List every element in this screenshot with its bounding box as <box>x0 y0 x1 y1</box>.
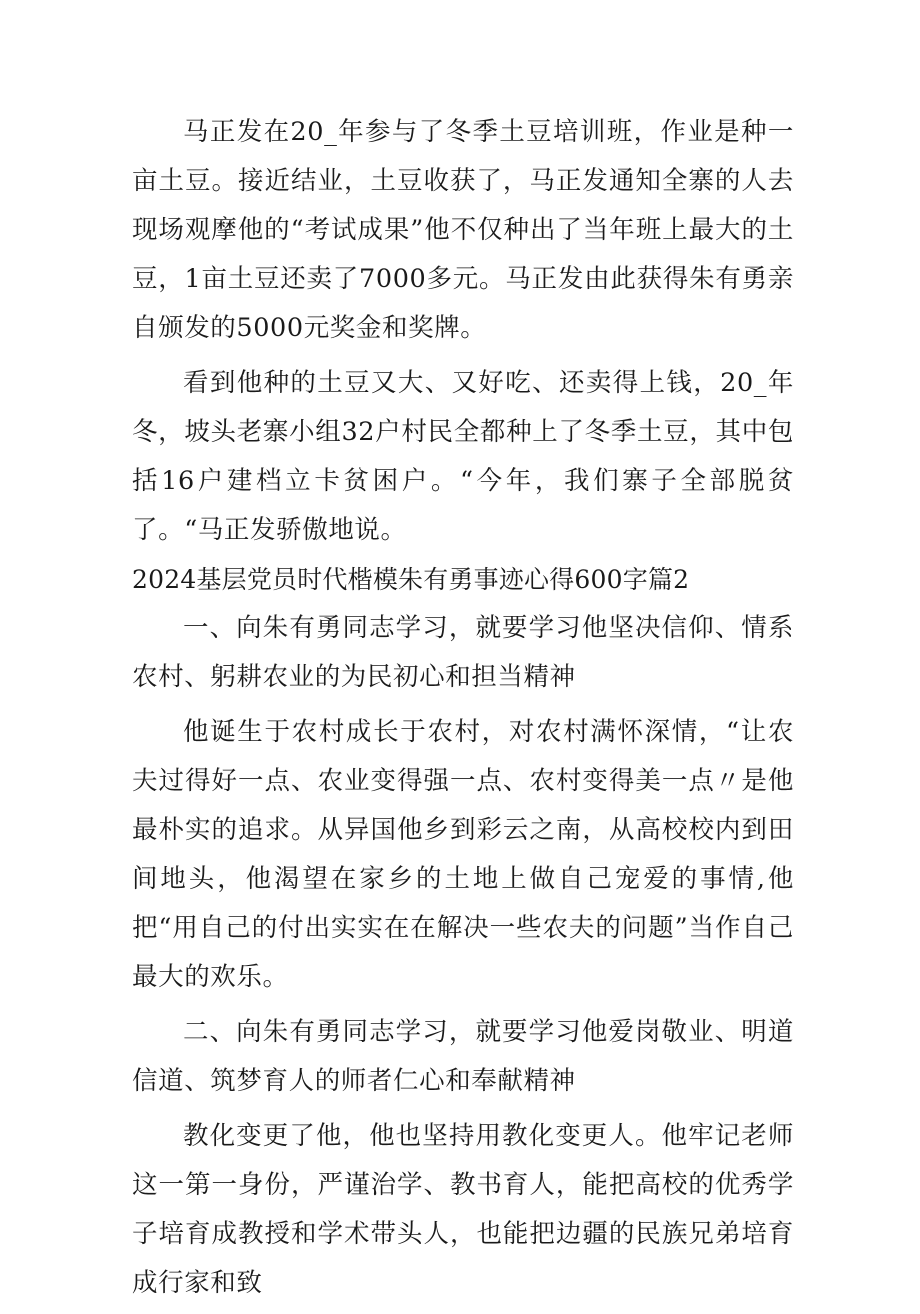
section-2-title: 二、向朱有勇同志学习，就要学习他爱岗敬业、明道信道、筑梦育人的师者仁心和奉献精神 <box>132 1017 794 1096</box>
section-heading: 2024基层党员时代楷模朱有勇事迹心得600字篇2 <box>132 565 690 594</box>
document-body <box>132 108 794 1314</box>
paragraph-potato-training: 马正发在20_年参与了冬季土豆培训班，作业是种一亩土豆。接近结业，土豆收获了，马正发通知全寨的人去现场观摩他的“考试成果”他不仅种出了当年班上最大的土豆，1亩土豆还卖了7000多元。马正发由此获得朱有勇亲自颁发的5000元奖金和奖牌。 <box>132 117 794 343</box>
section-2-body: 教化变更了他，他也坚持用教化变更人。他牢记老师这一第一身份，严谨治学、教书育人，能把高校的优秀学子培育成教授和学术带头人，也能把边疆的民族兄弟培育成行家和致 <box>132 1121 794 1298</box>
section-1-title: 一、向朱有勇同志学习，就要学习他坚决信仰、情系农村、躬耕农业的为民初心和担当精神 <box>132 613 794 692</box>
section-1-body: 他诞生于农村成长于农村，对农村满怀深情，“让农夫过得好一点、农业变得强一点、农村变得美一点〃是他最朴实的追求。从异国他乡到彩云之南，从高校校内到田间地头，他渴望在家乡的土地上做自己宠爱的事情,他把“用自己的付出实实在在解决一些农夫的问题”当作自己最大的欢乐。 <box>132 717 794 992</box>
paragraph-village-poverty: 看到他种的土豆又大、又好吃、还卖得上钱，20_年冬，坡头老寨小组32户村民全都种上了冬季土豆，其中包括16户建档立卡贫困户。“今年，我们寨子全部脱贫了。“马正发骄傲地说。 <box>132 368 794 545</box>
